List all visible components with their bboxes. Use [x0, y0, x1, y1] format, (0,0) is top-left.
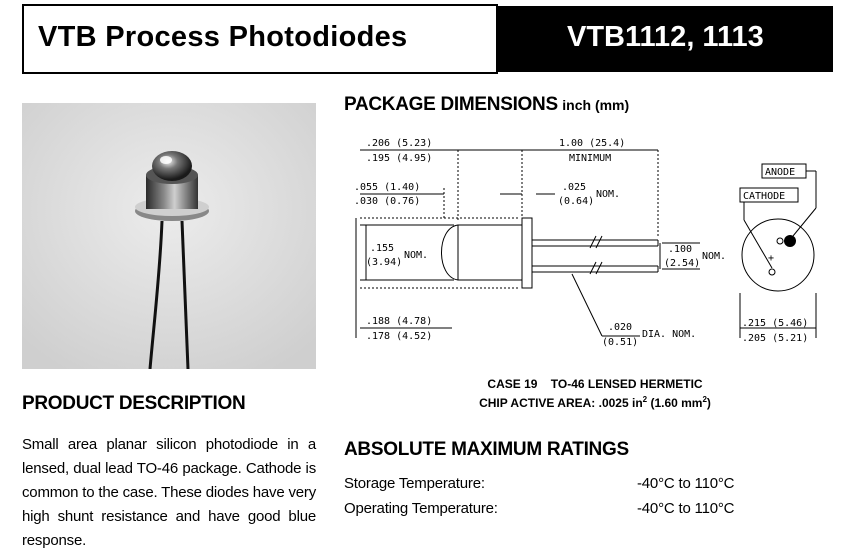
dim-can-dia-min: .205 (5.21) [742, 333, 809, 344]
cathode-label: CATHODE [743, 191, 786, 202]
rating-row-storage [344, 475, 844, 497]
product-description-text: Small area planar silicon photodiode in a lensed, dual lead TO-46 package. Cathode is common to the case. These diodes have very high shunt resistance and have good blue response. [22, 436, 316, 549]
dim-flange-thickness: .025 [562, 182, 587, 193]
dim-flange-thickness-nom: NOM. [596, 189, 621, 200]
chip-area-sup-1: 2 [642, 395, 648, 404]
chip-area-mid: (1.60 mm [647, 396, 703, 410]
dim-lead-spacing: .100 [668, 244, 693, 255]
package-dimensions-diagram [340, 128, 840, 363]
page-title: VTB Process Photodiodes [38, 21, 408, 53]
dim-can-dia-max: .215 (5.46) [742, 318, 809, 329]
rating-label: Storage Temperature: [344, 475, 485, 492]
header-part-box [497, 6, 833, 72]
chip-area-suffix: ) [706, 396, 711, 410]
dim-lead-spacing-mm: (2.54) [664, 258, 701, 269]
product-photo [22, 103, 316, 369]
package-heading-text: PACKAGE DIMENSIONS [344, 94, 558, 115]
dim-lead-dia-nom: DIA. NOM. [642, 329, 697, 340]
plus-mark: + [768, 253, 775, 264]
dim-lead-dia: .020 [608, 322, 633, 333]
dim-lead-length: 1.00 (25.4) [559, 138, 626, 149]
rating-value: -40°C to 110°C [637, 500, 735, 517]
dim-lens-offset-min: .030 (0.76) [354, 196, 421, 207]
rating-value: -40°C to 110°C [637, 475, 735, 492]
dim-body-dia: .155 [370, 243, 395, 254]
part-numbers: VTB1112, 1113 [567, 21, 764, 53]
dim-lead-dia-mm: (0.51) [602, 337, 639, 348]
case-caption [430, 376, 760, 411]
dim-lens-length-max: .206 (5.23) [366, 138, 433, 149]
header-title-box [22, 4, 498, 74]
chip-area-prefix: CHIP ACTIVE AREA: .0025 in [479, 396, 643, 410]
case-line: CASE 19 TO-46 LENSED HERMETIC [487, 377, 703, 391]
dim-lens-offset-max: .055 (1.40) [354, 182, 421, 193]
dim-lens-length-min: .195 (4.95) [366, 153, 433, 164]
chip-area-sup-2: 2 [702, 395, 707, 404]
anode-label: ANODE [765, 167, 796, 178]
dim-flange-dia-max: .188 (4.78) [366, 316, 433, 327]
dim-flange-thickness-mm: (0.64) [558, 196, 595, 207]
product-description-heading: PRODUCT DESCRIPTION [22, 393, 246, 414]
package-dimensions-heading [344, 94, 629, 116]
dim-body-dia-nom: NOM. [404, 250, 429, 261]
dim-flange-dia-min: .178 (4.52) [366, 331, 433, 342]
dim-lead-spacing-nom: NOM. [702, 251, 727, 262]
rating-label: Operating Temperature: [344, 500, 498, 517]
package-unit: inch (mm) [562, 97, 630, 113]
chip-area-line [430, 392, 760, 411]
dim-lead-length-note: MINIMUM [569, 153, 612, 164]
rating-row-operating [344, 500, 844, 522]
dim-body-dia-mm: (3.94) [366, 257, 403, 268]
ratings-heading: ABSOLUTE MAXIMUM RATINGS [344, 439, 629, 460]
